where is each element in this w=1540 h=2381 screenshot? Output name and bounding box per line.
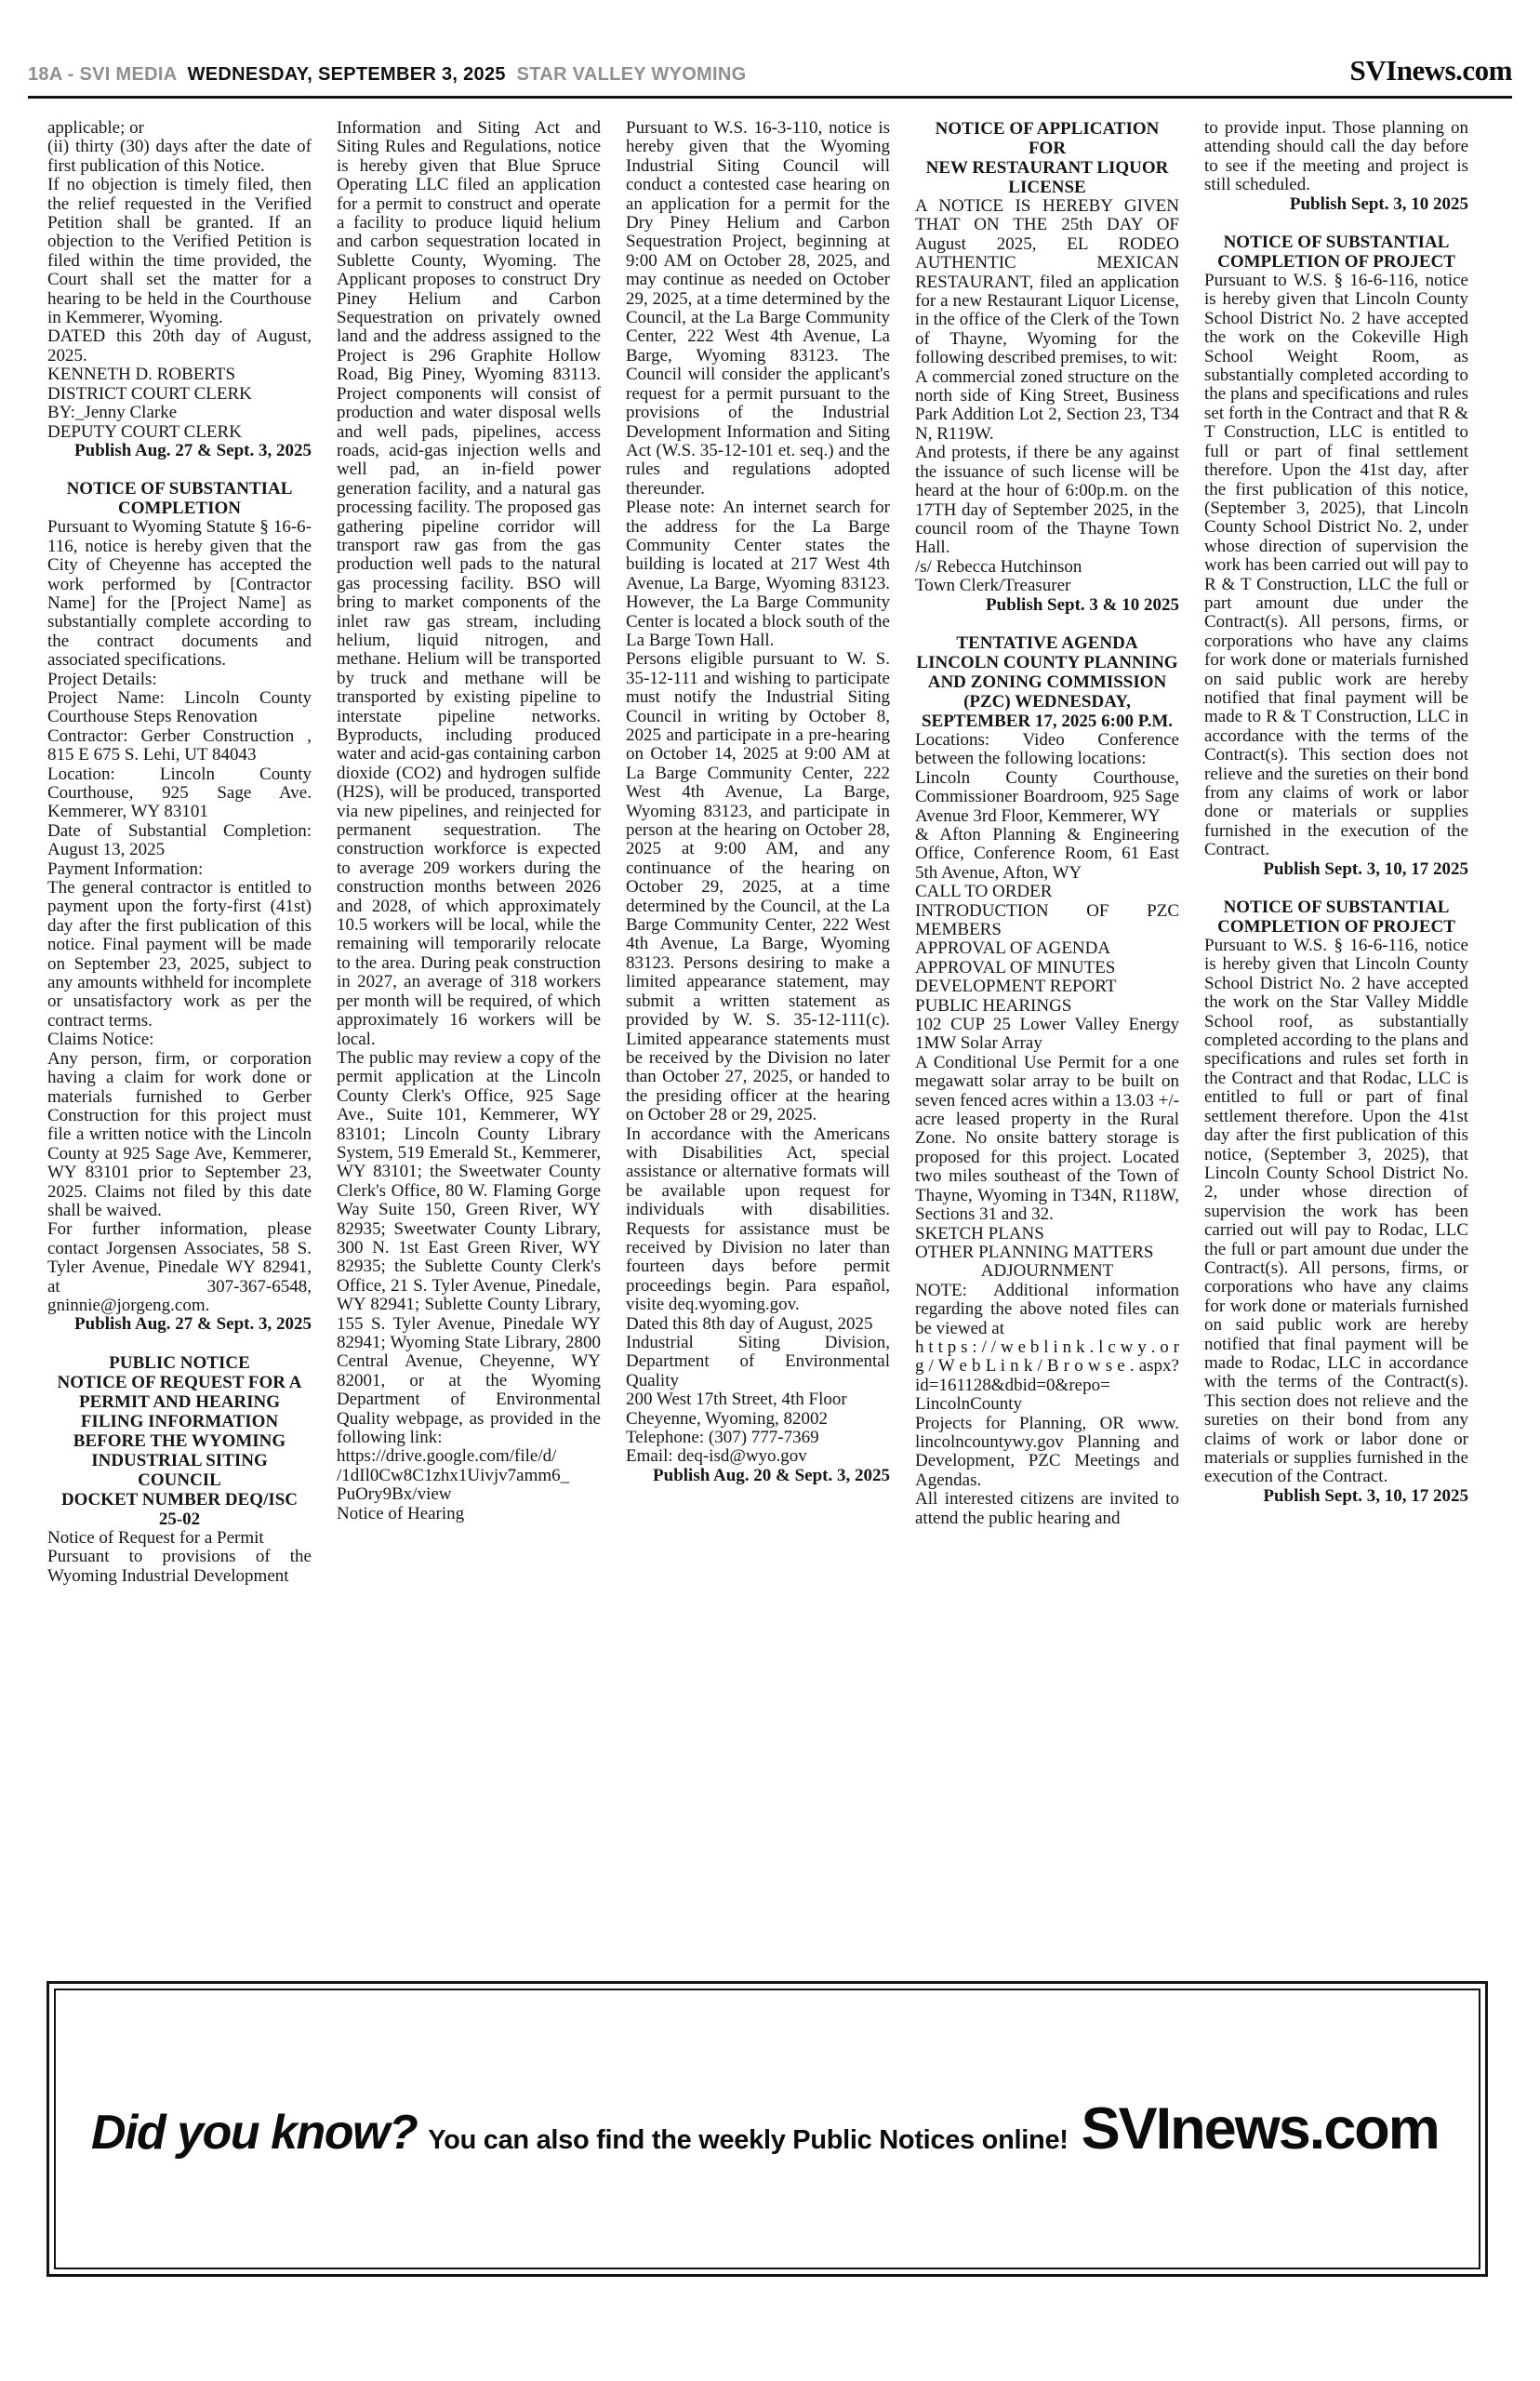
notice-paragraph: Contractor: Gerber Construction , 815 E 675 S. Lehi, UT 84043	[47, 725, 312, 765]
publish-line: Publish Sept. 3, 10, 17 2025	[1263, 858, 1468, 879]
notice-heading: TENTATIVE AGENDA LINCOLN COUNTY PLANNING AND ZONING COMMISSION (PZC) WEDNESDAY, SEPTEMBER 17, 2025 6:00 P.M.	[916, 632, 1178, 731]
notice-line: Project Details:	[47, 669, 157, 689]
notice-paragraph: The general contractor is entitled to payment upon the forty-first (41st) day after the first publication of this notice. Final payment will be made on September 23, 2025, subject to any amounts withheld for incomplete or unsatisfactory work as per the contract terms.	[47, 878, 312, 1031]
notice-paragraph: Notice of Request for a Permit	[47, 1527, 264, 1548]
notice-line: DEVELOPMENT REPORT	[915, 977, 1117, 997]
notice-paragraph: Pursuant to W.S. § 16-6-116, notice is hereby given that Lincoln County School District No. 2 have accepted the work on the Cokeville High School Weight Room, as substantially completed according to the plans and specifications and rules set forth in the Contract and that R & T Construction, LLC is entitled to full or part of final settlement therefore. Upon the 41st day, after the first publication of this notice, (September 3, 2025), that Lincoln County School District No. 2, under whose direction of supervision the work has been carried out will pay to R & T Construction, LLC the full or part amount due under the Contract(s). All persons, firms, or corporations who have any claims for work done or materials furnished on said public work are hereby notified that final payment will be made to R & T Construction, LLC in accordance with the terms of the Contract(s). This section does not relieve and the sureties on their bond from any claims of work or labor done or materials or supplies furnished in the execution of the Contract.	[1204, 271, 1468, 860]
notice-column-1	[47, 119, 312, 1923]
banner-inner-frame	[54, 1989, 1480, 2269]
notice-paragraph: Pursuant to Wyoming Statute § 16-6-116, notice is hereby given that the City of Cheyenne has accepted the work performed by [Contractor Name] for the [Project Name] as substantially complete according to the contract documents and associated specifications.	[47, 517, 312, 671]
notice-line: APPROVAL OF MINUTES	[915, 957, 1116, 978]
notice-paragraph: INTRODUCTION OF PZC MEMBERS	[915, 900, 1179, 939]
masthead-rule	[28, 96, 1512, 99]
notice-paragraph: 102 CUP 25 Lower Valley Energy 1MW Solar Array	[915, 1015, 1179, 1054]
region-label: STAR VALLEY WYOMING	[516, 64, 747, 85]
notice-heading: DOCKET NUMBER DEQ/ISC 25-02	[60, 1489, 299, 1529]
notice-paragraph: Location: Lincoln County Courthouse, 925 Sage Ave. Kemmerer, WY 83101	[47, 764, 312, 822]
notice-paragraph: Pursuant to W.S. § 16-6-116, notice is hereby given that Lincoln County School District No. 2 have accepted the work on the Star Valley Middle School roof, as substantially completed according to the plans and specifications and rules set forth in the Contract and that Rodac, LLC is entitled to full or part of final settlement therefore. Upon the 41st day after the first publication of this notice, (September 3, 2025), that Lincoln County School District No. 2, under whose direction of supervision the work has been carried out will pay to Rodac, LLC the full or part amount due under the Contract(s). All persons, firms, or corporations who have any claims for work done or materials furnished on said public work are hereby notified that final payment will be made to Rodac, LLC in accordance with the terms of the Contract(s). This section does not relieve and the sureties on their bond from any claims of work or labor done or materials or supplies furnished in the execution of the Contract.	[1204, 936, 1468, 1487]
notice-line: PuOry9Bx/view	[337, 1484, 452, 1505]
notice-line: DISTRICT COURT CLERK	[47, 383, 252, 404]
notice-column-5	[1204, 119, 1468, 1923]
notice-paragraph: Please note: An internet search for the address for the La Barge Community Center states the building is located at 217 West 4th Avenue, La Barge, Wyoming 83123. However, the La Barge Community Center is located a block south of the La Barge Town Hall.	[626, 498, 890, 650]
notice-line: Claims Notice:	[47, 1030, 154, 1050]
publish-line: Publish Aug. 27 & Sept. 3, 2025	[74, 440, 312, 460]
notice-line: https://drive.google.com/file/d/	[337, 1446, 557, 1467]
masthead-brand: SVInews.com	[1349, 54, 1512, 86]
notice-paragraph: For further information, please contact Jorgensen Associates, 58 S. Tyler Avenue, Pinedale WY 82941, at 307-367-6548, gninnie@jorgeng.com.	[47, 1219, 312, 1315]
publish-line: Publish Aug. 20 & Sept. 3, 2025	[653, 1465, 890, 1485]
notice-line: Payment Information:	[47, 858, 204, 879]
notice-paragraph: & Afton Planning & Engineering Office, Conference Room, 61 East 5th Avenue, Afton, WY	[915, 824, 1179, 883]
notice-paragraph: Projects for Planning, OR www. lincolncountywy.gov Planning and Development, PZC Meetings and Agendas.	[915, 1413, 1179, 1490]
notice-paragraph: Any person, firm, or corporation having a claim for work done or materials furnished to Gerber Construction for this project must file a written notice with the Lincoln County at 925 Sage Ave, Kemmerer, WY 83101 prior to September 23, 2025. Claims not filed by this date shall be waived.	[47, 1048, 312, 1220]
banner-text	[91, 2095, 1439, 2162]
notice-line: SKETCH PLANS	[915, 1223, 1044, 1244]
publish-line: Publish Aug. 27 & Sept. 3, 2025	[74, 1314, 312, 1335]
notice-paragraph: Date of Substantial Completion: August 13, 2025	[47, 820, 312, 860]
notice-paragraph: NOTE: Additional information regarding the above noted files can be viewed at	[915, 1280, 1179, 1338]
notice-paragraph: Persons eligible pursuant to W. S. 35-12-111 and wishing to participate must notify the Industrial Siting Council in writing by October 8, 2025 and participate in a pre-hearing on October 14, 2025 at 9:00 AM at La Barge Community Center, 222 West 4th Avenue, La Barge, Wyoming 83123, and participate in person at the hearing on October 28, 2025 at 9:00 AM, and any continuance of the hearing on October 29, 2025, at a time determined by the Council, at the La Barge Community Center, 222 West 4th Avenue, La Barge, Wyoming 83123. Persons desiring to make a limited appearance statement, may submit a written statement as provided by W. S. 35-12-111(c). Limited appearance statements must be received by the Division no later than October 27, 2025, or handed to the presiding officer at the hearing on October 28 or 29, 2025.	[626, 649, 890, 1125]
notice-heading: PUBLIC NOTICE	[109, 1352, 250, 1373]
notice-paragraph: A commercial zoned structure on the north side of King Street, Business Park Addition Lot 2, Section 23, T34 N, R119W.	[915, 366, 1179, 444]
notice-paragraph: (ii) thirty (30) days after the date of first publication of this Notice.	[47, 137, 312, 176]
notice-columns	[47, 119, 1468, 1923]
notice-paragraph: h t t p s : / / w e b l i n k . l c w y . o r g / W e b L i n k / B r o w s e . aspx?id=161128&dbid=0&repo= LincolnCounty	[915, 1337, 1179, 1415]
notice-paragraph: Lincoln County Courthouse, Commissioner Boardroom, 925 Sage Avenue 3rd Floor, Kemmerer, WY	[915, 767, 1179, 826]
publish-line: Publish Sept. 3, 10 2025	[1289, 193, 1468, 214]
notice-paragraph: Information and Siting Act and Siting Rules and Regulations, notice is hereby given that Blue Spruce Operating LLC filed an application for a permit to construct and operate a facility to produce liquid helium and carbon sequestration located in Sublette County, Wyoming. The Applicant proposes to construct Dry Piney Helium and Carbon Sequestration on privately owned land and the address assigned to the Project is 296 Graphite Hollow Road, Big Piney, Wyoming 83113. Project components will consist of production and water disposal wells and well pads, pipelines, access roads, acid-gas injection wells and well pad, an in-field power generation facility, and a natural gas processing facility. The proposed gas gathering pipeline corridor will transport raw gas from the gas production well pads to the natural gas processing facility. BSO will bring to market components of the inlet raw gas stream, including helium, liquid nitrogen, and methane. Helium will be transported by truck and methane will be transported by existing pipeline to interstate pipeline networks. Byproducts, including produced water and acid-gas containing carbon dioxide (CO2) and hydrogen sulfide (H2S), will be produced, transported via new pipelines, and reinjected for permanent sequestration. The construction workforce is expected to average 209 workers during the construction months between 2026 and 2028, of which approximately 10.5 workers will be local, while the remaining will temporarily relocate to the area. During peak construction in 2027, an average of 318 workers per month will be required, of which approximately 16 workers will be local.	[337, 119, 601, 1049]
centered-line: ADJOURNMENT	[980, 1261, 1114, 1282]
notice-column-2	[337, 119, 601, 1923]
notice-line: Notice of Hearing	[337, 1503, 465, 1523]
notice-paragraph: Dated this 8th day of August, 2025	[626, 1313, 873, 1334]
notice-heading: NOTICE OF SUBSTANTIAL COMPLETION OF PROJECT	[1217, 898, 1455, 938]
notice-line: PUBLIC HEARINGS	[915, 995, 1072, 1016]
notice-line: 200 West 17th Street, 4th Floor	[626, 1390, 847, 1410]
notice-line: OTHER PLANNING MATTERS	[915, 1242, 1154, 1262]
notice-heading: NOTICE OF SUBSTANTIAL COMPLETION	[66, 479, 293, 519]
masthead-left	[28, 64, 746, 86]
publish-line: Publish Sept. 3, 10, 17 2025	[1263, 1485, 1468, 1506]
notice-heading: NEW RESTAURANT LIQUOR LICENSE	[925, 158, 1169, 197]
notice-paragraph: DATED this 20th day of August, 2025.	[47, 326, 312, 366]
notice-line: BY:_Jenny Clarke	[47, 403, 178, 423]
banner-middle-text: You can also find the weekly Public Notices online!	[428, 2125, 1069, 2155]
notice-paragraph: Industrial Siting Division, Department of Environmental Quality	[626, 1333, 890, 1390]
banner-lead-text: Did you know?	[91, 2106, 418, 2160]
notice-paragraph: A NOTICE IS HEREBY GIVEN THAT ON THE 25th DAY OF August 2025, EL RODEO AUTHENTIC MEXICAN RESTAURANT, filed an application for a new Restaurant Liquor License, in the office of the Clerk of the Town of Thayne, Wyoming for the following described premises, to wit:	[915, 196, 1179, 368]
notice-paragraph: Project Name: Lincoln County Courthouse Steps Renovation	[47, 687, 312, 727]
masthead	[28, 54, 1512, 87]
notice-line: Telephone: (307) 777-7369	[626, 1428, 819, 1448]
notice-paragraph: to provide input. Those planning on attending should call the day before to see if the meeting and project is still scheduled.	[1204, 119, 1468, 195]
notice-line: Cheyenne, Wyoming, 82002	[626, 1408, 828, 1429]
notice-line: /s/ Rebecca Hutchinson	[915, 556, 1082, 577]
banner-brand-text: SVInews.com	[1081, 2096, 1439, 2162]
notice-paragraph: Pursuant to provisions of the Wyoming Industrial Development	[47, 1547, 312, 1586]
public-notices-banner	[46, 1981, 1488, 2277]
edition-label: 18A - SVI MEDIA	[28, 64, 177, 85]
notice-line: CALL TO ORDER	[915, 882, 1053, 902]
notice-paragraph: Locations: Video Conference between the following locations:	[915, 729, 1179, 769]
notice-line: Email: deq-isd@wyo.gov	[626, 1446, 807, 1467]
notice-paragraph: And protests, if there be any against the issuance of such license will be heard at the hour of 6:00p.m. on the 17TH day of September 2025, in the council room of the Thayne Town Hall.	[915, 443, 1179, 558]
notice-line: KENNETH D. ROBERTS	[47, 365, 236, 385]
notice-line: DEPUTY COURT CLERK	[47, 421, 242, 442]
notice-paragraph: In accordance with the Americans with Disabilities Act, special assistance or alternative formats will be available upon request for individuals with disabilities. Requests for assistance must be received by Division no later than fourteen days before permit proceedings begin. Para español, visite deq.wyoming.gov.	[626, 1124, 890, 1315]
notice-heading: NOTICE OF REQUEST FOR A PERMIT AND HEARING FILING INFORMATION BEFORE THE WYOMING INDUSTRIAL SITING COUNCIL	[57, 1372, 302, 1490]
issue-date: WEDNESDAY, SEPTEMBER 3, 2025	[187, 64, 506, 85]
notice-heading: NOTICE OF SUBSTANTIAL COMPLETION OF PROJECT	[1217, 233, 1455, 273]
publish-line: Publish Sept. 3 & 10 2025	[986, 594, 1179, 615]
notice-line: Town Clerk/Treasurer	[915, 576, 1071, 596]
notice-line: applicable; or	[47, 119, 144, 138]
notice-line: /1dIl0Cw8C1zhx1Uivjv7amm6_	[337, 1465, 570, 1485]
notice-paragraph: If no objection is timely filed, then the relief requested in the Verified Petition shall be granted. If an objection to the Verified Petition is filed within the time provided, the Court shall set the matter for a hearing to be held in the Courthouse in Kemmerer, Wyoming.	[47, 175, 312, 328]
notice-heading: NOTICE OF APPLICATION FOR	[935, 119, 1160, 158]
notice-paragraph: Pursuant to W.S. 16-3-110, notice is hereby given that the Wyoming Industrial Siting Council will conduct a contested case hearing on an application for a permit for the Dry Piney Helium and Carbon Sequestration Project, beginning at 9:00 AM on October 28, 2025, and may continue as needed on October 29, 2025, at a time determined by the Council, at the La Barge Community Center, 222 West 4th Avenue, La Barge, Wyoming 83123. The Council will consider the applicant's request for a permit pursuant to the provisions of the Industrial Development Information and Siting Act (W.S. 35-12-101 et. seq.) and the rules and regulations adopted thereunder.	[626, 119, 890, 499]
notice-column-3	[626, 119, 890, 1923]
notice-paragraph: The public may review a copy of the permit application at the Lincoln County Clerk's Office, 925 Sage Ave., Suite 101, Kemmerer, WY 83101; Lincoln County Library System, 519 Emerald St., Kemmerer, WY 83101; the Sweetwater County Clerk's Office, 80 W. Flaming Gorge Way Suite 150, Green River, WY 82935; Sweetwater County Library, 300 N. 1st East Green River, WY 82935; the Sublette County Clerk's Office, 21 S. Tyler Avenue, Pinedale, WY 82941; Sublette County Library, 155 S. Tyler Avenue, Pinedale WY 82941; Wyoming State Library, 2800 Central Avenue, Cheyenne, WY 82001, or at the Wyoming Department of Environmental Quality webpage, as provided in the following link:	[337, 1047, 601, 1448]
notice-paragraph: A Conditional Use Permit for a one megawatt solar array to be built on seven fenced acres within a 13.03 +/- acre leased property in the Rural Zone. No onsite battery storage is proposed for this project. Located two miles southeast of the Town of Thayne, Wyoming in T34N, R118W, Sections 31 and 32.	[915, 1052, 1179, 1225]
notice-line: APPROVAL OF AGENDA	[915, 938, 1111, 959]
notice-paragraph: All interested citizens are invited to attend the public hearing and	[915, 1489, 1179, 1528]
notice-column-4	[915, 119, 1179, 1923]
